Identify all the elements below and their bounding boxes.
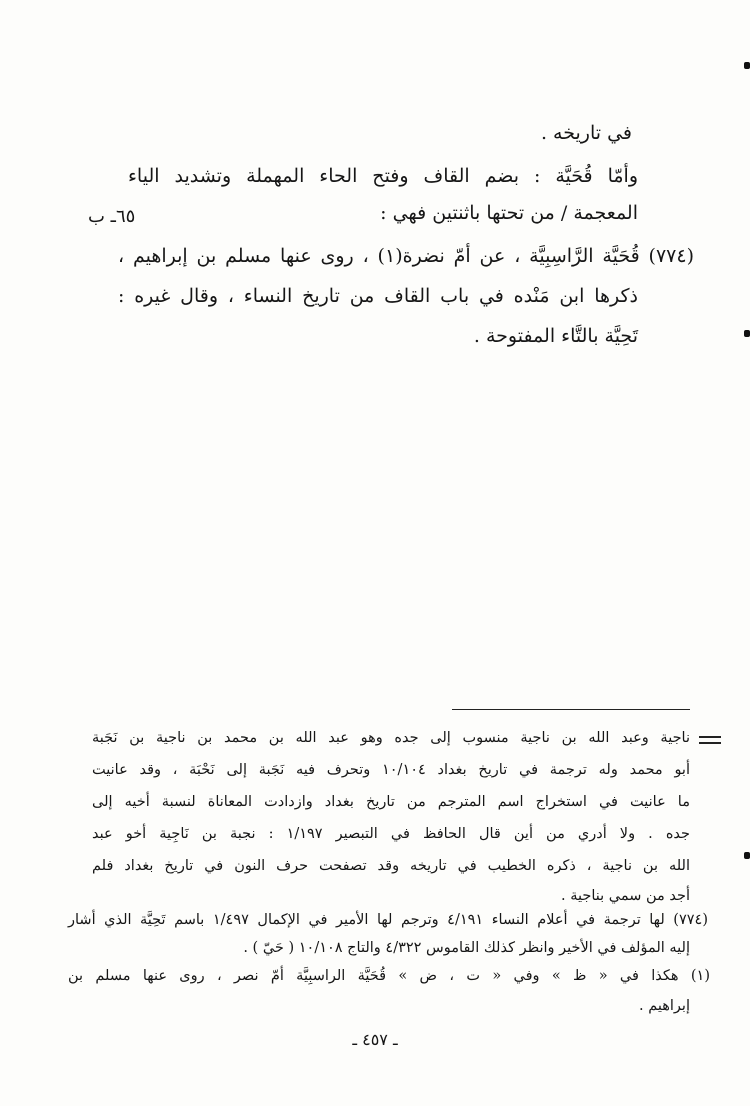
folio-margin-note: ٦٥ـ ب: [88, 206, 136, 227]
body-line-4: (٧٧٤) قُحَيَّة الرَّاسِبِيَّة ، عن أمّ نضرة(١) ، روى عنها مسلم بن إبراهيم ،: [118, 245, 694, 267]
scan-speck-2: [744, 330, 750, 337]
footnote-line-7: (٧٧٤) لها ترجمة في أعلام النساء ٤/١٩١ وترجم لها الأمير في الإكمال ١/٤٩٧ باسم تَحِيَّة الذي أشار: [68, 912, 708, 928]
footnote-line-3: ما عانيت في استخراج اسم المترجم من تاريخ بغداد وازدادت المعاناة لنسبة أخيه إلى: [92, 794, 690, 810]
body-line-5: ذكرها ابن مَنْده في باب القاف من تاريخ النساء ، وقال غيره :: [118, 285, 638, 307]
body-line-3: المعجمة / من تحتها باثنتين فهي :: [380, 202, 638, 224]
footnote-line-5: الله بن ناجية ، ذكره الخطيب في تاريخه وقد تصفحت حرف النون في تاريخ بغداد فلم: [92, 858, 690, 874]
footnote-line-10: إبراهيم .: [639, 998, 690, 1014]
footnote-line-4: جده . ولا أدري من أين قال الحافظ في التبصير ١/١٩٧ : نجبة بن نَاجِية أخو عبد: [92, 826, 690, 842]
scan-speck-1: [744, 62, 750, 69]
body-line-2: وأمّا قُحَيَّة : بضم القاف وفتح الحاء المهملة وتشديد الياء: [128, 165, 638, 187]
footnote-line-6: أجد من سمي بناجية .: [560, 888, 690, 904]
scan-speck-3: [744, 852, 750, 859]
continuation-mark: [699, 736, 721, 748]
footnote-line-8: إليه المؤلف في الأخير وانظر كذلك القاموس ٤/٣٢٢ والتاج ١٠/١٠٨ ( حَيّ ) .: [243, 940, 690, 956]
page-number: ـ ٤٥٧ ـ: [352, 1030, 398, 1049]
footnote-line-9: (١) هكذا في « ظ » وفي « ت ، ض » قُحَيَّة الراسبِيَّة أمّ نصر ، روى عنها مسلم بن: [68, 968, 710, 984]
body-line-1: في تاريخه .: [540, 122, 632, 144]
body-line-6: تَحِيَّة بالتَّاء المفتوحة .: [473, 325, 638, 347]
footnote-separator: [452, 709, 690, 710]
footnote-line-1: ناجية وعبد الله بن ناجية منسوب إلى جده وهو عبد الله بن محمد بن ناجية بن نَجَبة: [92, 730, 690, 746]
footnote-line-2: أبو محمد وله ترجمة في تاريخ بغداد ١٠/١٠٤ وتحرف فيه نَجَبة إلى نَحْبَة ، وقد عانيت: [92, 762, 690, 778]
